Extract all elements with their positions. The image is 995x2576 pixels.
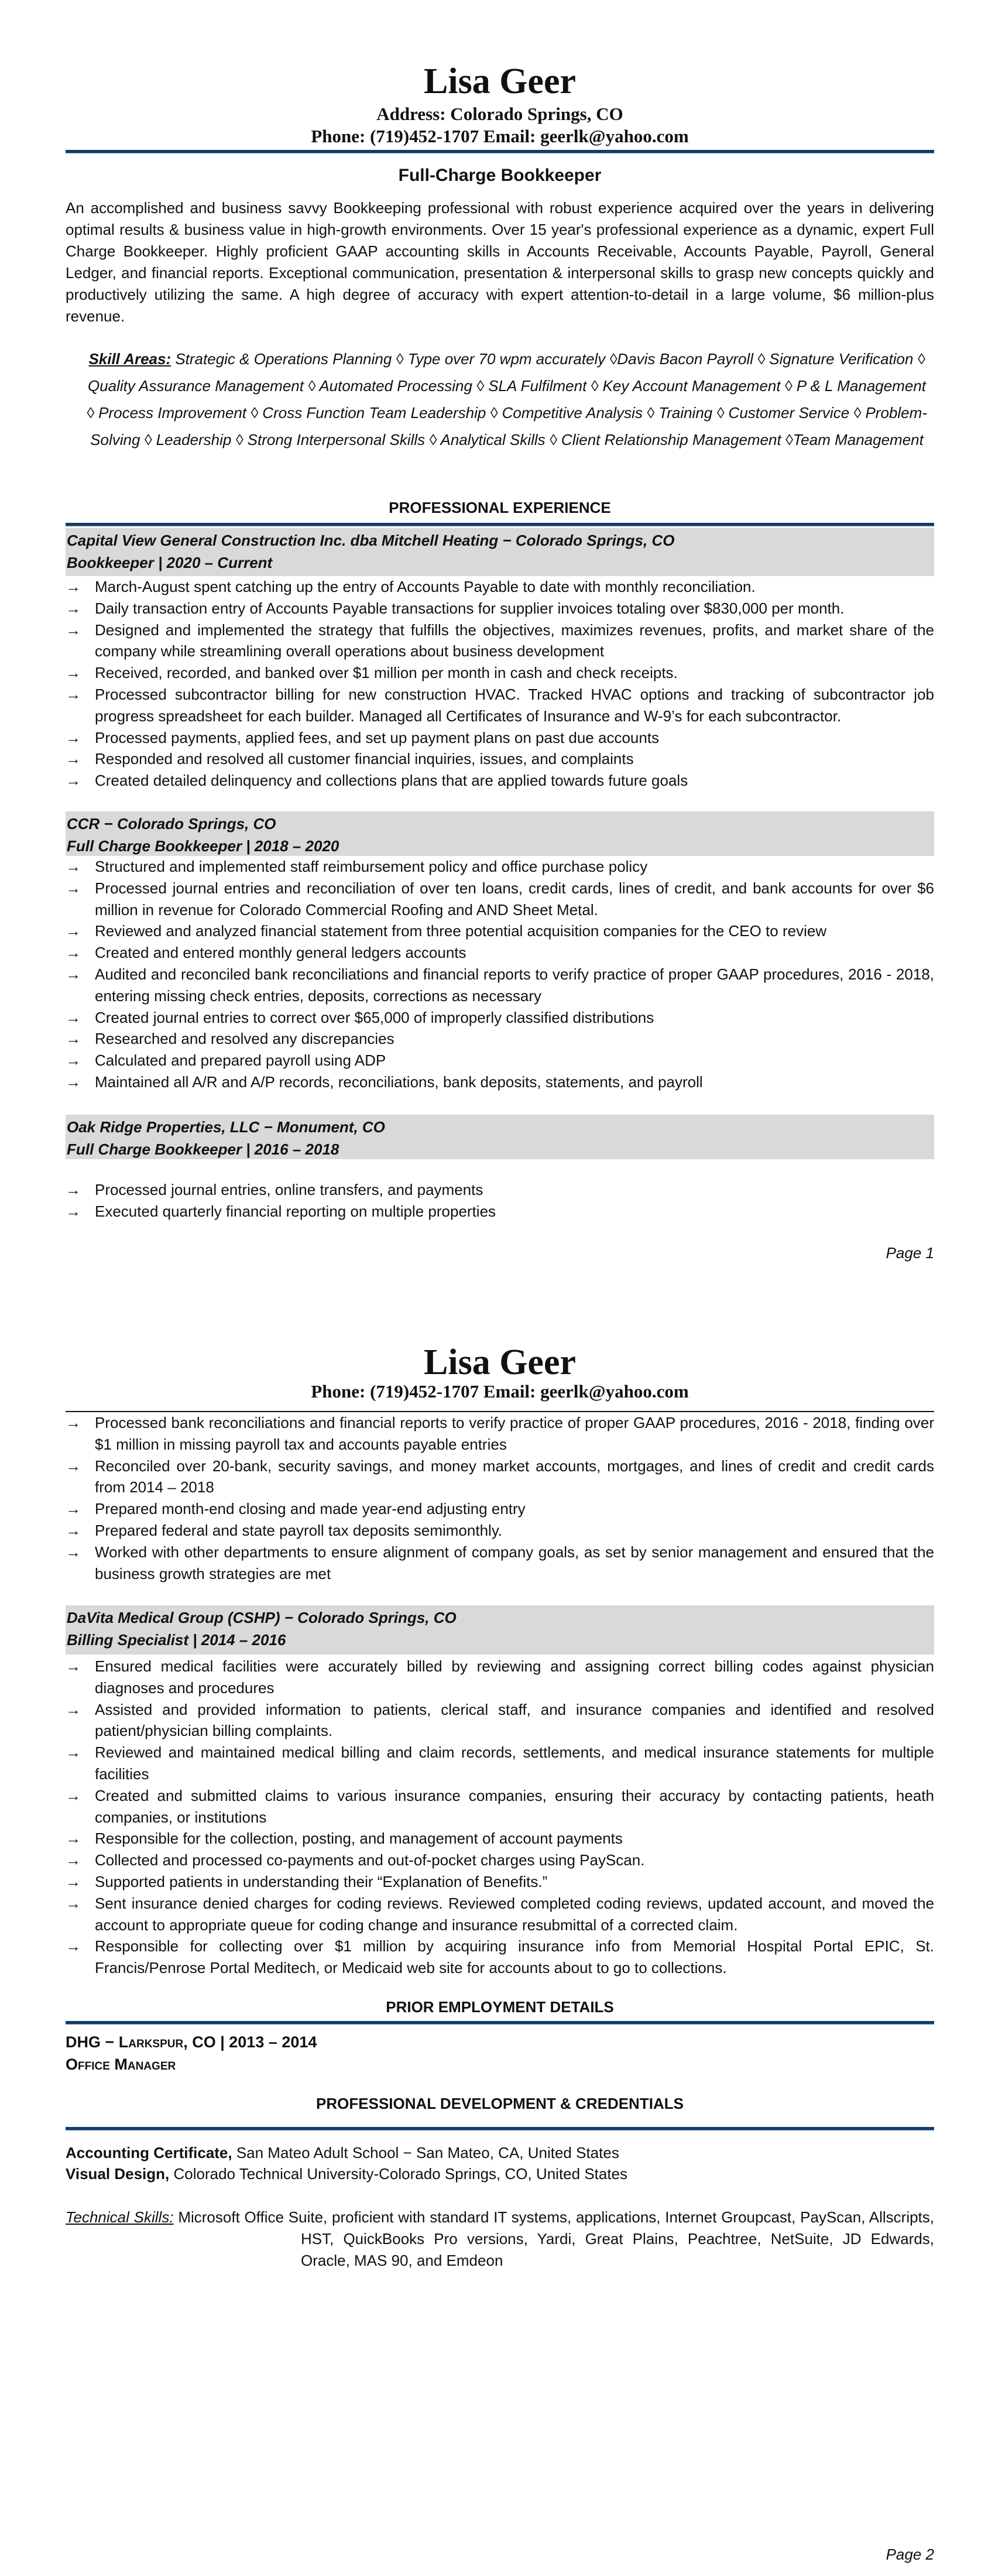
technical-skills-label: Technical Skills:	[66, 2208, 174, 2226]
arrow-bullet-icon: →	[66, 944, 81, 962]
bullet-text: Collected and processed co-payments and out-of-pocket charges using PayScan.	[95, 1851, 645, 1869]
bullet-item	[66, 1542, 934, 1585]
arrow-bullet-icon: →	[66, 1851, 81, 1869]
bullet-text: Responded and resolved all customer financial inquiries, issues, and complaints	[95, 750, 634, 768]
bullet-item	[66, 1179, 934, 1201]
arrow-bullet-icon: →	[66, 1872, 81, 1890]
arrow-bullet-icon: →	[66, 578, 81, 595]
bullet-text: Daily transaction entry of Accounts Payable transactions for supplier invoices totaling over $830,000 per month.	[95, 599, 845, 617]
bullet-item	[66, 1699, 934, 1742]
bullet-item	[66, 1028, 934, 1050]
bullet-item	[66, 856, 934, 878]
section-divider	[66, 2021, 934, 2025]
skill-areas-label: Skill Areas:	[88, 350, 171, 368]
bullet-text: Received, recorded, and banked over $1 million per month in cash and check receipts.	[95, 664, 678, 682]
bullet-text: Supported patients in understanding their “Explanation of Benefits.”	[95, 1872, 548, 1890]
bullet-text: Ensured medical facilities were accurately billed by reviewing and assigning correct billing codes against physician diagnoses and procedures	[95, 1657, 934, 1697]
arrow-bullet-icon: →	[66, 1202, 81, 1220]
bullet-text: Calculated and prepared payroll using ADP	[95, 1051, 386, 1070]
credential-detail: Colorado Technical University-Colorado Springs, CO, United States	[169, 2165, 628, 2183]
bullet-text: Reviewed and maintained medical billing and claim records, settlements, and medical insurance statements for multiple facilities	[95, 1743, 934, 1783]
arrow-bullet-icon: →	[66, 1500, 81, 1518]
skill-areas-text: Strategic & Operations Planning ◊ Type over 70 wpm accurately ◊Davis Bacon Payroll ◊ Signature Verification ◊ Quality Assurance Management ◊ Automated Processing ◊ SLA Fulfilment ◊ Key Account Management ◊ P & L Management ◊ Process Improvement ◊ Cross Function Team Leadership ◊ Competitive Analysis ◊ Training ◊ Customer Service ◊ Problem-Solving ◊ Leadership ◊ Strong Interpersonal Skills ◊ Analytical Skills ◊ Client Relationship Management ◊Team Management	[87, 350, 927, 448]
arrow-bullet-icon: →	[66, 1830, 81, 1848]
bullet-text: Researched and resolved any discrepancies	[95, 1030, 394, 1048]
arrow-bullet-icon: →	[66, 1414, 81, 1431]
bullet-item	[66, 748, 934, 770]
arrow-bullet-icon: →	[66, 750, 81, 768]
arrow-bullet-icon: →	[66, 1030, 81, 1048]
bullet-text: Structured and implemented staff reimbursement policy and office purchase policy	[95, 858, 648, 875]
section-divider	[66, 523, 934, 526]
technical-skills	[66, 2207, 934, 2272]
bullet-item	[66, 1742, 934, 1785]
bullet-text: Prepared federal and state payroll tax deposits semimonthly.	[95, 1521, 503, 1539]
bullet-text: Worked with other departments to ensure alignment of company goals, as set by senior management and ensured that the business growth strategies are met	[95, 1543, 934, 1582]
job-role: Bookkeeper | 2020 – Current	[67, 554, 273, 571]
bullet-item	[66, 598, 934, 619]
credential	[66, 2163, 934, 2184]
arrow-bullet-icon: →	[66, 1786, 81, 1804]
section-heading-experience: PROFESSIONAL EXPERIENCE	[389, 499, 611, 516]
bullet-item	[66, 662, 934, 684]
arrow-bullet-icon: →	[66, 1700, 81, 1718]
bullet-item	[66, 1201, 934, 1222]
bullet-item	[66, 1849, 934, 1871]
job-role: Billing Specialist | 2014 – 2016	[67, 1631, 286, 1649]
section-divider	[66, 2127, 934, 2130]
arrow-bullet-icon: →	[66, 1073, 81, 1091]
job-company: CCR − Colorado Springs, CO	[67, 815, 276, 833]
credential-detail: San Mateo Adult School − San Mateo, CA, United States	[232, 2144, 619, 2161]
arrow-bullet-icon: →	[66, 1008, 81, 1026]
bullet-text: Responsible for collecting over $1 million by acquiring insurance info from Memorial Hospital Portal EPIC, St. Francis/Penrose Portal Meditech, or Medicaid web site for accounts about to go to collections.	[95, 1937, 934, 1977]
bullet-item	[66, 1007, 934, 1029]
bullet-text: Responsible for the collection, posting, and management of account payments	[95, 1830, 623, 1848]
job-role: Full Charge Bookkeeper | 2018 – 2020	[67, 837, 339, 855]
technical-skills-text: Microsoft Office Suite, proficient with standard IT systems, applications, Internet Groupcast, PayScan, Allscripts, HST, QuickBooks Pro versions, Yardi, Great Plains, Peachtree, NetSuite, JD Edwards, Oracle, MAS 90, and Emdeon	[173, 2208, 934, 2269]
bullet-item	[66, 1071, 934, 1093]
bullet-text: Processed subcontractor billing for new construction HVAC. Tracked HVAC options and tracking of subcontractor job progress spreadsheet for each builder. Managed all Certificates of Insurance and W-9’s for each subcontractor.	[95, 685, 934, 725]
arrow-bullet-icon: →	[66, 1894, 81, 1912]
bullet-text: Created journal entries to correct over $65,000 of improperly classified distributions	[95, 1008, 654, 1026]
arrow-bullet-icon: →	[66, 664, 81, 682]
prior-employer: DHG − Larkspur, CO | 2013 – 2014	[66, 2033, 317, 2051]
bullet-item	[66, 1656, 934, 1699]
job-bullets	[66, 1179, 934, 1222]
job-bullets	[66, 1412, 934, 1584]
section-heading-prior-employment: PRIOR EMPLOYMENT DETAILS	[386, 1998, 614, 2016]
bullet-text: Reviewed and analyzed financial statement from three potential acquisition companies for the CEO to review	[95, 922, 827, 940]
bullet-item	[66, 1871, 934, 1893]
arrow-bullet-icon: →	[66, 621, 81, 639]
credential-name: Visual Design,	[66, 2165, 170, 2183]
page-number: Page 2	[886, 2546, 934, 2563]
job-bullets	[66, 576, 934, 792]
bullet-item	[66, 878, 934, 921]
arrow-bullet-icon: →	[66, 922, 81, 940]
arrow-bullet-icon: →	[66, 879, 81, 897]
bullet-item	[66, 942, 934, 964]
contact-info: Phone: (719)452-1707 Email: geerlk@yahoo.com	[311, 1381, 689, 1402]
bullet-item	[66, 1520, 934, 1542]
bullet-text: Processed bank reconciliations and financial reports to verify practice of proper GAAP procedures, 2016 - 2018, finding over $1 million in missing payroll tax and accounts payable entries	[95, 1414, 934, 1453]
arrow-bullet-icon: →	[66, 1457, 81, 1475]
bullet-text: Created detailed delinquency and collections plans that are applied towards future goals	[95, 772, 688, 790]
bullet-text: Reconciled over 20-bank, security savings, and money market accounts, mortgages, and lines of credit and credit cards from 2014 – 2018	[95, 1457, 934, 1496]
bullet-item	[66, 619, 934, 663]
bullet-item	[66, 727, 934, 749]
job-bullets	[66, 1656, 934, 1979]
arrow-bullet-icon: →	[66, 1181, 81, 1198]
bullet-item	[66, 1893, 934, 1936]
bullet-text: Audited and reconciled bank reconciliations and financial reports to verify practice of proper GAAP procedures, 2016 - 2018, entering missing check entries, deposits, corrections as necessary	[95, 965, 934, 1005]
bullet-text: Designed and implemented the strategy that fulfills the objectives, maximizes revenues, profits, and market share of the company while streamlining overall operations about business development	[95, 621, 934, 660]
bullet-item	[66, 1785, 934, 1828]
job-header	[66, 1115, 934, 1159]
job-header	[66, 1605, 934, 1654]
bullet-text: Processed journal entries and reconciliation of over ten loans, credit cards, lines of credit, and bank accounts for over $6 million in revenue for Colorado Commercial Roofing and AND Sheet Metal.	[95, 879, 934, 919]
arrow-bullet-icon: →	[66, 1521, 81, 1539]
section-heading-credentials: PROFESSIONAL DEVELOPMENT & CREDENTIALS	[316, 2095, 684, 2112]
arrow-bullet-icon: →	[66, 685, 81, 703]
prior-role: Office Manager	[66, 2056, 176, 2073]
arrow-bullet-icon: →	[66, 1743, 81, 1762]
summary: An accomplished and business savvy Bookkeeping professional with robust experience acquired over the years in delivering optimal results & business value in high-growth environments. Over 15 year's professional experience as a dynamic, expert Full Charge Bookkeeper. Highly proficient GAAP accounting skills in Accounts Receivable, Accounts Payable, Payroll, General Ledger, and financial reports. Exceptional communication, presentation & interpersonal skills to grasp new concepts quickly and productively utilizing the same. A high degree of accuracy with expert attention-to-detail in a large volume, $6 million-plus revenue.	[66, 199, 934, 325]
job-company: Oak Ridge Properties, LLC − Monument, CO	[67, 1118, 385, 1136]
candidate-name: Lisa Geer	[424, 61, 576, 101]
bullet-text: Assisted and provided information to patients, clerical staff, and insurance companies and identified and resolved patient/physician billing complaints.	[95, 1700, 934, 1740]
arrow-bullet-icon: →	[66, 1051, 81, 1070]
bullet-text: Created and entered monthly general ledgers accounts	[95, 944, 466, 962]
bullet-item	[66, 576, 934, 598]
bullet-item	[66, 770, 934, 792]
bullet-item	[66, 1050, 934, 1071]
job-bullets	[66, 856, 934, 1093]
job-role: Full Charge Bookkeeper | 2016 – 2018	[67, 1140, 339, 1158]
arrow-bullet-icon: →	[66, 965, 81, 983]
bullet-text: Processed payments, applied fees, and set up payment plans on past due accounts	[95, 728, 660, 746]
bullet-text: Maintained all A/R and A/P records, reconciliations, bank deposits, statements, and payroll	[95, 1073, 703, 1091]
bullet-item	[66, 1412, 934, 1455]
bullet-item	[66, 1828, 934, 1849]
arrow-bullet-icon: →	[66, 858, 81, 875]
contact-info: Phone: (719)452-1707 Email: geerlk@yahoo.com	[311, 126, 689, 146]
candidate-name: Lisa Geer	[424, 1342, 576, 1382]
skill-areas	[66, 345, 934, 453]
bullet-item	[66, 1498, 934, 1520]
bullet-item	[66, 1936, 934, 1979]
bullet-text: Sent insurance denied charges for coding reviews. Reviewed completed coding reviews, updated account, and moved the account to appropriate queue for coding change and insurance resubmittal of a corrected claim.	[95, 1894, 934, 1934]
header-divider	[66, 150, 934, 153]
arrow-bullet-icon: →	[66, 599, 81, 617]
arrow-bullet-icon: →	[66, 728, 81, 746]
bullet-text: Processed journal entries, online transfers, and payments	[95, 1181, 483, 1198]
credential	[66, 2142, 934, 2163]
arrow-bullet-icon: →	[66, 1937, 81, 1955]
bullet-item	[66, 1455, 934, 1499]
arrow-bullet-icon: →	[66, 772, 81, 790]
bullet-text: March-August spent catching up the entry of Accounts Payable to date with monthly reconciliation.	[95, 578, 756, 595]
bullet-text: Prepared month-end closing and made year-end adjusting entry	[95, 1500, 526, 1518]
arrow-bullet-icon: →	[66, 1657, 81, 1675]
bullet-item	[66, 920, 934, 942]
job-company: DaVita Medical Group (CSHP) − Colorado Springs, CO	[67, 1609, 457, 1626]
job-header	[66, 528, 934, 576]
job-header	[66, 811, 934, 856]
bullet-text: Created and submitted claims to various insurance companies, ensuring their accuracy by contacting patients, heath companies, or institutions	[95, 1786, 934, 1826]
job-title: Full-Charge Bookkeeper	[398, 166, 602, 185]
page-number: Page 1	[886, 1244, 934, 1262]
job-company: Capital View General Construction Inc. dba Mitchell Heating − Colorado Springs, CO	[67, 532, 675, 549]
bullet-text: Executed quarterly financial reporting on multiple properties	[95, 1202, 496, 1220]
bullet-item	[66, 964, 934, 1007]
credential-name: Accounting Certificate,	[66, 2144, 232, 2161]
address: Address: Colorado Springs, CO	[376, 104, 623, 124]
bullet-item	[66, 684, 934, 727]
arrow-bullet-icon: →	[66, 1543, 81, 1561]
